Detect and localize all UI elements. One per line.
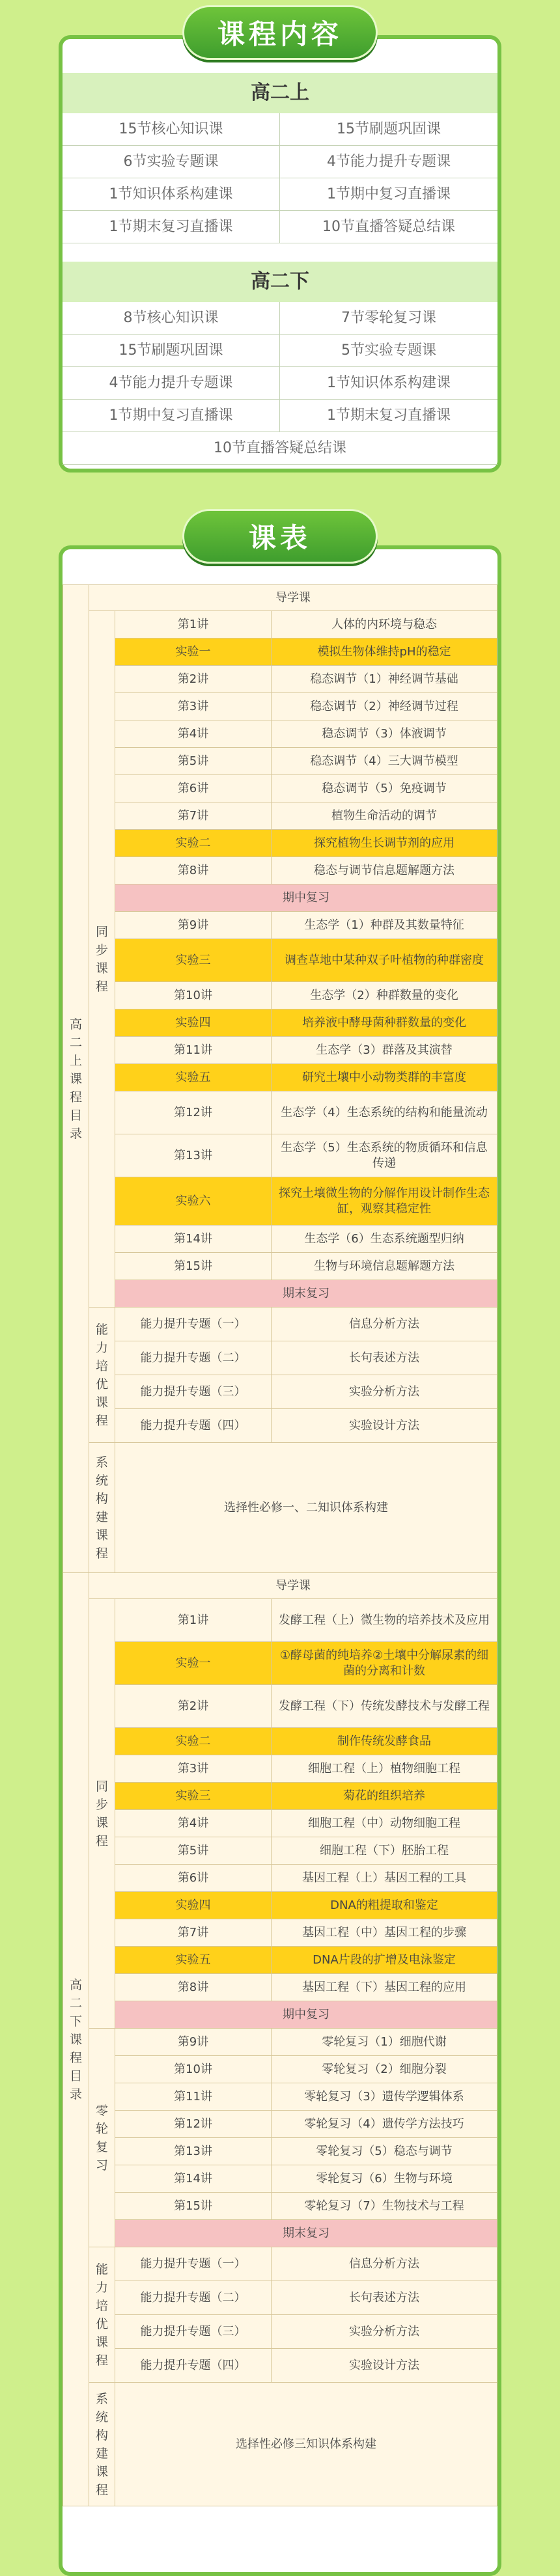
table-row <box>63 775 497 802</box>
ability-topic: 能力提升专题（四） <box>115 1409 272 1443</box>
course-type-cell: 15节刷题巩固课 <box>280 113 497 146</box>
timetable-title: 课表 <box>182 509 378 564</box>
table-row <box>63 2001 497 2029</box>
course-type-cell: 8节核心知识课 <box>63 302 280 335</box>
table-row <box>63 939 497 982</box>
lesson-topic: 细胞工程（下）胚胎工程 <box>272 1837 497 1865</box>
ability-method: 实验设计方法 <box>272 1409 497 1443</box>
lesson-number: 实验四 <box>115 1892 272 1919</box>
term2-heading: 高二下 <box>63 262 497 302</box>
guide-lesson: 导学课 <box>89 585 497 611</box>
review-row: 期末复习 <box>115 2220 497 2247</box>
table-row <box>63 1685 497 1728</box>
lesson-topic: 探究土壤微生物的分解作用设计制作生态缸，观察其稳定性 <box>272 1177 497 1226</box>
lesson-topic: 零轮复习（3）遗传学逻辑体系 <box>272 2083 497 2111</box>
lesson-topic: 基因工程（上）基因工程的工具 <box>272 1865 497 1892</box>
lesson-number: 第2讲 <box>115 1685 272 1728</box>
lesson-topic: 发酵工程（上）微生物的培养技术及应用 <box>272 1599 497 1642</box>
table-row <box>63 857 497 884</box>
lesson-topic: 零轮复习（5）稳态与调节 <box>272 2138 497 2165</box>
lesson-topic: DNA的粗提取和鉴定 <box>272 1892 497 1919</box>
table-row <box>63 585 497 611</box>
group-label: 能力培优课程 <box>89 1308 115 1443</box>
review-row: 期中复习 <box>115 884 497 912</box>
term-label: 高二上课程目录 <box>63 585 89 1573</box>
table-row <box>63 666 497 693</box>
table-row <box>63 1573 497 1599</box>
lesson-number: 第15讲 <box>115 1253 272 1280</box>
table-row <box>63 2220 497 2247</box>
lesson-topic: 零轮复习（1）细胞代谢 <box>272 2029 497 2056</box>
lesson-number: 第5讲 <box>115 748 272 775</box>
lesson-number: 实验六 <box>115 1177 272 1226</box>
table-row <box>63 802 497 830</box>
course-type-cell: 10节直播答疑总结课 <box>280 211 497 243</box>
lesson-number: 第10讲 <box>115 982 272 1009</box>
lesson-number: 第8讲 <box>115 1974 272 2001</box>
course-type-cell: 4节能力提升专题课 <box>63 367 280 400</box>
lesson-topic: 细胞工程（中）动物细胞工程 <box>272 1810 497 1837</box>
lesson-topic: 生态学（5）生态系统的物质循环和信息传递 <box>272 1134 497 1177</box>
lesson-topic: 模拟生物体维持pH的稳定 <box>272 638 497 666</box>
lesson-topic: 生态学（2）种群数量的变化 <box>272 982 497 1009</box>
lesson-topic: 人体的内环境与稳态 <box>272 611 497 638</box>
ability-method: 信息分析方法 <box>272 1308 497 1341</box>
table-row <box>63 2349 497 2383</box>
lesson-number: 实验一 <box>115 1642 272 1685</box>
lesson-number: 第13讲 <box>115 1134 272 1177</box>
lesson-number: 第9讲 <box>115 912 272 939</box>
table-row <box>63 1947 497 1974</box>
lesson-topic: 稳态与调节信息题解题方法 <box>272 857 497 884</box>
table-row <box>63 1009 497 1037</box>
lesson-topic: 稳态调节（2）神经调节过程 <box>272 693 497 720</box>
table-row <box>63 2111 497 2138</box>
lesson-number: 实验三 <box>115 1783 272 1810</box>
table-row <box>63 1037 497 1064</box>
table-row <box>63 1409 497 1443</box>
course-type-cell: 7节零轮复习课 <box>280 302 497 335</box>
lesson-topic: 零轮复习（4）遗传学方法技巧 <box>272 2111 497 2138</box>
lesson-topic: 生态学（1）种群及其数量特征 <box>272 912 497 939</box>
table-row <box>63 2165 497 2193</box>
table-row <box>63 1226 497 1253</box>
table-row <box>63 1837 497 1865</box>
lesson-number: 第1讲 <box>115 1599 272 1642</box>
table-row <box>63 1642 497 1685</box>
table-row <box>63 748 497 775</box>
table-row <box>63 1308 497 1341</box>
table-row <box>63 1375 497 1409</box>
course-type-cell: 1节知识体系构建课 <box>63 178 280 211</box>
system-topic: 选择性必修三知识体系构建 <box>115 2383 497 2506</box>
table-row <box>63 693 497 720</box>
group-label: 同步课程 <box>89 1599 115 2029</box>
table-row <box>63 982 497 1009</box>
table-row <box>63 1443 497 1573</box>
table-row <box>63 1064 497 1091</box>
lesson-number: 第8讲 <box>115 857 272 884</box>
course-type-cell: 6节实验专题课 <box>63 146 280 178</box>
ability-topic: 能力提升专题（四） <box>115 2349 272 2383</box>
lesson-topic: 培养液中酵母菌种群数量的变化 <box>272 1009 497 1037</box>
lesson-number: 第7讲 <box>115 1919 272 1947</box>
lesson-number: 第4讲 <box>115 1810 272 1837</box>
lesson-number: 实验二 <box>115 1728 272 1755</box>
term1-course-grid <box>63 113 497 243</box>
course-type-cell: 1节期末复习直播课 <box>280 400 497 432</box>
lesson-topic: 发酵工程（下）传统发酵技术与发酵工程 <box>272 1685 497 1728</box>
table-row <box>63 1134 497 1177</box>
table-row <box>63 720 497 748</box>
ability-topic: 能力提升专题（二） <box>115 1341 272 1375</box>
course-type-cell: 15节核心知识课 <box>63 113 280 146</box>
lesson-topic: 稳态调节（1）神经调节基础 <box>272 666 497 693</box>
lesson-number: 第1讲 <box>115 611 272 638</box>
ability-method: 实验分析方法 <box>272 2315 497 2349</box>
table-row <box>63 1919 497 1947</box>
lesson-topic: 植物生命活动的调节 <box>272 802 497 830</box>
course-type-cell: 1节期中复习直播课 <box>280 178 497 211</box>
table-row <box>63 884 497 912</box>
table-row <box>63 1341 497 1375</box>
table-row <box>63 912 497 939</box>
lesson-number: 实验一 <box>115 638 272 666</box>
table-row <box>63 1177 497 1226</box>
lesson-number: 第3讲 <box>115 693 272 720</box>
lesson-number: 第13讲 <box>115 2138 272 2165</box>
lesson-topic: 基因工程（中）基因工程的步骤 <box>272 1919 497 1947</box>
course-type-cell: 1节期末复习直播课 <box>63 211 280 243</box>
lesson-number: 第5讲 <box>115 1837 272 1865</box>
table-row <box>63 2281 497 2315</box>
lesson-number: 第4讲 <box>115 720 272 748</box>
table-row <box>63 1892 497 1919</box>
group-label: 能力培优课程 <box>89 2247 115 2383</box>
table-row <box>63 1810 497 1837</box>
ability-method: 长句表述方法 <box>272 1341 497 1375</box>
lesson-number: 第11讲 <box>115 2083 272 2111</box>
group-label: 系统构建课程 <box>89 1443 115 1573</box>
group-label: 系统构建课程 <box>89 2383 115 2506</box>
ability-topic: 能力提升专题（二） <box>115 2281 272 2315</box>
ability-topic: 能力提升专题（三） <box>115 1375 272 1409</box>
course-type-cell: 4节能力提升专题课 <box>280 146 497 178</box>
timetable-panel <box>59 545 501 2576</box>
table-row <box>63 2138 497 2165</box>
ability-method: 实验分析方法 <box>272 1375 497 1409</box>
lesson-topic: 生物与环境信息题解题方法 <box>272 1253 497 1280</box>
term-label: 高二下课程目录 <box>63 1573 89 2506</box>
term2-course-grid <box>63 302 497 465</box>
lesson-topic: 零轮复习（6）生物与环境 <box>272 2165 497 2193</box>
lesson-number: 实验五 <box>115 1947 272 1974</box>
lesson-number: 第3讲 <box>115 1755 272 1783</box>
lesson-number: 第14讲 <box>115 2165 272 2193</box>
table-row <box>63 611 497 638</box>
course-content-panel <box>59 35 501 473</box>
term1-heading: 高二上 <box>63 73 497 113</box>
table-row <box>63 2056 497 2083</box>
lesson-number: 第14讲 <box>115 1226 272 1253</box>
lesson-number: 实验五 <box>115 1064 272 1091</box>
lesson-topic: 生态学（6）生态系统题型归纳 <box>272 1226 497 1253</box>
table-row <box>63 1599 497 1642</box>
table-row <box>63 1865 497 1892</box>
table-row <box>63 2247 497 2281</box>
lesson-topic: 制作传统发酵食品 <box>272 1728 497 1755</box>
table-row <box>63 2193 497 2220</box>
lesson-topic: 调查草地中某种双子叶植物的种群密度 <box>272 939 497 982</box>
lesson-number: 第9讲 <box>115 2029 272 2056</box>
table-row <box>63 2029 497 2056</box>
table-row <box>63 830 497 857</box>
lesson-number: 第12讲 <box>115 2111 272 2138</box>
course-type-cell: 5节实验专题课 <box>280 335 497 367</box>
lesson-topic: DNA片段的扩增及电泳鉴定 <box>272 1947 497 1974</box>
group-label: 零轮复习 <box>89 2029 115 2247</box>
table-row <box>63 1974 497 2001</box>
guide-lesson: 导学课 <box>89 1573 497 1599</box>
lesson-topic: 细胞工程（上）植物细胞工程 <box>272 1755 497 1783</box>
table-row <box>63 1755 497 1783</box>
lesson-number: 第11讲 <box>115 1037 272 1064</box>
course-type-cell: 10节直播答疑总结课 <box>63 432 497 465</box>
ability-topic: 能力提升专题（一） <box>115 2247 272 2281</box>
lesson-topic: 生态学（4）生态系统的结构和能量流动 <box>272 1091 497 1134</box>
table-row <box>63 1728 497 1755</box>
course-type-cell: 1节期中复习直播课 <box>63 400 280 432</box>
review-row: 期中复习 <box>115 2001 497 2029</box>
lesson-topic: 探究植物生长调节剂的应用 <box>272 830 497 857</box>
lesson-topic: 菊花的组织培养 <box>272 1783 497 1810</box>
group-label: 同步课程 <box>89 611 115 1308</box>
lesson-number: 实验四 <box>115 1009 272 1037</box>
lesson-number: 第2讲 <box>115 666 272 693</box>
lesson-number: 第10讲 <box>115 2056 272 2083</box>
lesson-topic: 生态学（3）群落及其演替 <box>272 1037 497 1064</box>
table-row <box>63 2083 497 2111</box>
ability-method: 信息分析方法 <box>272 2247 497 2281</box>
lesson-number: 第15讲 <box>115 2193 272 2220</box>
review-row: 期末复习 <box>115 1280 497 1308</box>
lesson-number: 第12讲 <box>115 1091 272 1134</box>
lesson-topic: 零轮复习（7）生物技术与工程 <box>272 2193 497 2220</box>
course-content-title: 课程内容 <box>182 5 378 60</box>
table-row <box>63 1783 497 1810</box>
table-row <box>63 1253 497 1280</box>
timetable <box>63 584 497 2506</box>
lesson-topic: 稳态调节（5）免疫调节 <box>272 775 497 802</box>
lesson-topic: 研究土壤中小动物类群的丰富度 <box>272 1064 497 1091</box>
table-row <box>63 638 497 666</box>
lesson-topic: 基因工程（下）基因工程的应用 <box>272 1974 497 2001</box>
table-row <box>63 1091 497 1134</box>
table-row <box>63 2383 497 2506</box>
table-row <box>63 2315 497 2349</box>
lesson-number: 实验三 <box>115 939 272 982</box>
lesson-number: 第7讲 <box>115 802 272 830</box>
lesson-topic: 稳态调节（4）三大调节模型 <box>272 748 497 775</box>
lesson-topic: 稳态调节（3）体液调节 <box>272 720 497 748</box>
ability-topic: 能力提升专题（三） <box>115 2315 272 2349</box>
course-type-cell: 15节刷题巩固课 <box>63 335 280 367</box>
table-row <box>63 1280 497 1308</box>
lesson-number: 第6讲 <box>115 775 272 802</box>
ability-method: 实验设计方法 <box>272 2349 497 2383</box>
lesson-number: 实验二 <box>115 830 272 857</box>
lesson-topic: 零轮复习（2）细胞分裂 <box>272 2056 497 2083</box>
system-topic: 选择性必修一、二知识体系构建 <box>115 1443 497 1573</box>
ability-method: 长句表述方法 <box>272 2281 497 2315</box>
ability-topic: 能力提升专题（一） <box>115 1308 272 1341</box>
lesson-number: 第6讲 <box>115 1865 272 1892</box>
course-type-cell: 1节知识体系构建课 <box>280 367 497 400</box>
lesson-topic: ①酵母菌的纯培养②土壤中分解尿素的细菌的分离和计数 <box>272 1642 497 1685</box>
